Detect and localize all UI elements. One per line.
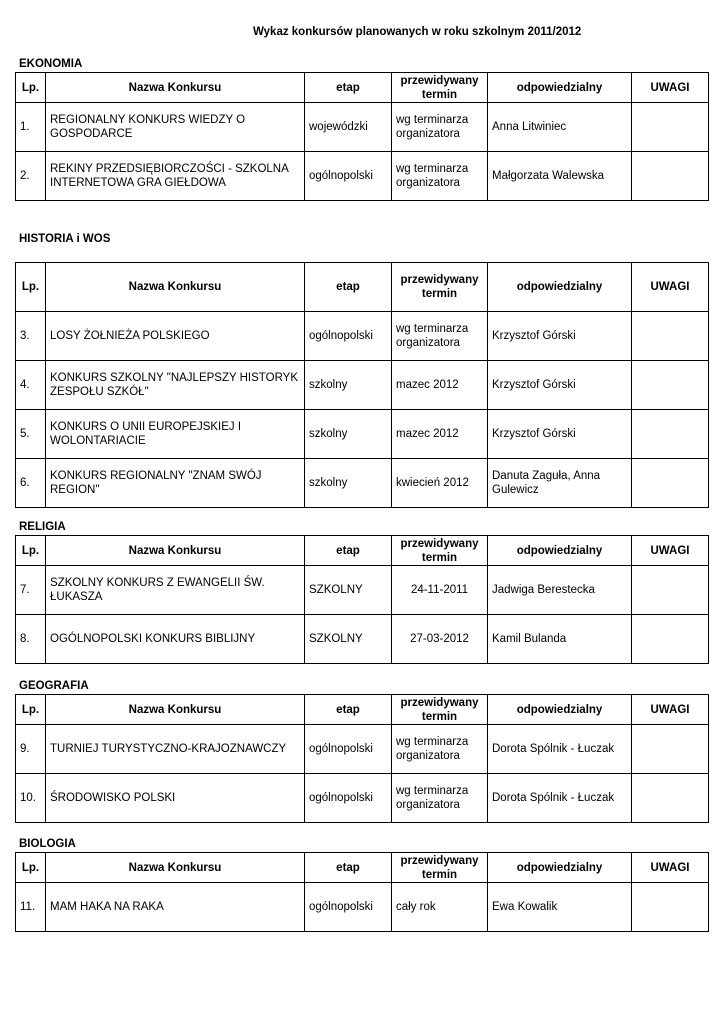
cell-resp: Jadwiga Berestecka xyxy=(488,566,632,615)
cell-lp: 10. xyxy=(16,774,46,823)
header-uwagi: UWAGI xyxy=(632,263,709,312)
cell-uwagi xyxy=(632,152,709,201)
cell-etap: ogólnopolski xyxy=(305,725,392,774)
cell-lp: 4. xyxy=(16,361,46,410)
section-title-biologia: BIOLOGIA xyxy=(19,838,76,850)
cell-etap: ogólnopolski xyxy=(305,883,392,932)
cell-etap: SZKOLNY xyxy=(305,566,392,615)
header-name: Nazwa Konkursu xyxy=(46,695,305,725)
cell-termin: wg terminarza organizatora xyxy=(392,725,488,774)
cell-termin: mazec 2012 xyxy=(392,410,488,459)
cell-uwagi xyxy=(632,883,709,932)
cell-name: KONKURS REGIONALNY "ZNAM SWÓJ REGION" xyxy=(46,459,305,508)
cell-uwagi xyxy=(632,459,709,508)
cell-name: OGÓLNOPOLSKI KONKURS BIBLIJNY xyxy=(46,615,305,664)
header-termin: przewidywany termin xyxy=(392,536,488,566)
section-title-ekonomia: EKONOMIA xyxy=(19,58,83,70)
header-name: Nazwa Konkursu xyxy=(46,263,305,312)
table-row xyxy=(16,566,709,615)
header-lp: Lp. xyxy=(16,695,46,725)
cell-termin: wg terminarza organizatora xyxy=(392,312,488,361)
table-row xyxy=(16,459,709,508)
cell-etap: wojewódzki xyxy=(305,103,392,152)
header-termin: przewidywany termin xyxy=(392,263,488,312)
header-termin: przewidywany termin xyxy=(392,853,488,883)
cell-termin: cały rok xyxy=(392,883,488,932)
cell-lp: 8. xyxy=(16,615,46,664)
header-uwagi: UWAGI xyxy=(632,695,709,725)
cell-etap: ogólnopolski xyxy=(305,312,392,361)
table-row xyxy=(16,361,709,410)
cell-etap: szkolny xyxy=(305,361,392,410)
table-row xyxy=(16,725,709,774)
section-title-religia: RELIGIA xyxy=(19,521,66,533)
cell-lp: 5. xyxy=(16,410,46,459)
cell-uwagi xyxy=(632,774,709,823)
cell-uwagi xyxy=(632,566,709,615)
cell-name: REGIONALNY KONKURS WIEDZY O GOSPODARCE xyxy=(46,103,305,152)
header-name: Nazwa Konkursu xyxy=(46,536,305,566)
page-title: Wykaz konkursów planowanych w roku szkolnym 2011/2012 xyxy=(253,26,582,38)
cell-uwagi xyxy=(632,312,709,361)
header-row xyxy=(16,695,709,725)
cell-lp: 11. xyxy=(16,883,46,932)
cell-resp: Kamil Bulanda xyxy=(488,615,632,664)
table-row xyxy=(16,615,709,664)
cell-etap: szkolny xyxy=(305,459,392,508)
cell-name: LOSY ŻOŁNIEŻA POLSKIEGO xyxy=(46,312,305,361)
header-lp: Lp. xyxy=(16,853,46,883)
cell-uwagi xyxy=(632,725,709,774)
cell-name: ŚRODOWISKO POLSKI xyxy=(46,774,305,823)
header-termin: przewidywany termin xyxy=(392,695,488,725)
header-lp: Lp. xyxy=(16,73,46,103)
table-geografia xyxy=(15,694,709,823)
section-title-geografia: GEOGRAFIA xyxy=(19,680,89,692)
table-row xyxy=(16,103,709,152)
table-row xyxy=(16,883,709,932)
header-resp: odpowiedzialny xyxy=(488,853,632,883)
header-etap: etap xyxy=(305,853,392,883)
cell-lp: 9. xyxy=(16,725,46,774)
cell-lp: 2. xyxy=(16,152,46,201)
header-resp: odpowiedzialny xyxy=(488,536,632,566)
header-row xyxy=(16,73,709,103)
header-uwagi: UWAGI xyxy=(632,73,709,103)
header-row xyxy=(16,853,709,883)
header-lp: Lp. xyxy=(16,536,46,566)
section-title-historia: HISTORIA i WOS xyxy=(19,233,111,245)
cell-etap: ogólnopolski xyxy=(305,152,392,201)
cell-resp: Małgorzata Walewska xyxy=(488,152,632,201)
header-row xyxy=(16,536,709,566)
cell-lp: 6. xyxy=(16,459,46,508)
cell-name: KONKURS SZKOLNY "NAJLEPSZY HISTORYK ZESPOŁU SZKÓŁ" xyxy=(46,361,305,410)
cell-etap: szkolny xyxy=(305,410,392,459)
header-etap: etap xyxy=(305,695,392,725)
cell-lp: 1. xyxy=(16,103,46,152)
cell-etap: SZKOLNY xyxy=(305,615,392,664)
cell-etap: ogólnopolski xyxy=(305,774,392,823)
header-uwagi: UWAGI xyxy=(632,853,709,883)
table-row xyxy=(16,410,709,459)
header-etap: etap xyxy=(305,263,392,312)
cell-uwagi xyxy=(632,410,709,459)
cell-termin: wg terminarza organizatora xyxy=(392,103,488,152)
header-name: Nazwa Konkursu xyxy=(46,853,305,883)
cell-uwagi xyxy=(632,103,709,152)
header-resp: odpowiedzialny xyxy=(488,695,632,725)
table-row xyxy=(16,312,709,361)
header-etap: etap xyxy=(305,73,392,103)
cell-resp: Krzysztof Górski xyxy=(488,361,632,410)
cell-name: MAM HAKA NA RAKA xyxy=(46,883,305,932)
cell-termin: kwiecień 2012 xyxy=(392,459,488,508)
cell-resp: Ewa Kowalik xyxy=(488,883,632,932)
table-biologia xyxy=(15,852,709,932)
cell-termin: 24-11-2011 xyxy=(392,566,488,615)
table-ekonomia xyxy=(15,72,709,201)
table-religia xyxy=(15,535,709,664)
header-resp: odpowiedzialny xyxy=(488,73,632,103)
cell-resp: Danuta Zaguła, Anna Gulewicz xyxy=(488,459,632,508)
header-row xyxy=(16,263,709,312)
header-termin: przewidywany termin xyxy=(392,73,488,103)
cell-name: REKINY PRZEDSIĘBIORCZOŚCI - SZKOLNA INTERNETOWA GRA GIEŁDOWA xyxy=(46,152,305,201)
table-row xyxy=(16,774,709,823)
header-etap: etap xyxy=(305,536,392,566)
cell-name: TURNIEJ TURYSTYCZNO-KRAJOZNAWCZY xyxy=(46,725,305,774)
header-resp: odpowiedzialny xyxy=(488,263,632,312)
cell-resp: Krzysztof Górski xyxy=(488,410,632,459)
cell-resp: Krzysztof Górski xyxy=(488,312,632,361)
cell-termin: 27-03-2012 xyxy=(392,615,488,664)
cell-lp: 7. xyxy=(16,566,46,615)
cell-uwagi xyxy=(632,361,709,410)
cell-uwagi xyxy=(632,615,709,664)
cell-resp: Dorota Spólnik - Łuczak xyxy=(488,774,632,823)
cell-termin: wg terminarza organizatora xyxy=(392,152,488,201)
cell-termin: mazec 2012 xyxy=(392,361,488,410)
cell-name: KONKURS O UNII EUROPEJSKIEJ I WOLONTARIACIE xyxy=(46,410,305,459)
cell-resp: Anna Litwiniec xyxy=(488,103,632,152)
cell-name: SZKOLNY KONKURS Z EWANGELII ŚW. ŁUKASZA xyxy=(46,566,305,615)
header-lp: Lp. xyxy=(16,263,46,312)
cell-termin: wg terminarza organizatora xyxy=(392,774,488,823)
table-row xyxy=(16,152,709,201)
header-name: Nazwa Konkursu xyxy=(46,73,305,103)
header-uwagi: UWAGI xyxy=(632,536,709,566)
table-historia xyxy=(15,262,709,508)
cell-resp: Dorota Spólnik - Łuczak xyxy=(488,725,632,774)
cell-lp: 3. xyxy=(16,312,46,361)
